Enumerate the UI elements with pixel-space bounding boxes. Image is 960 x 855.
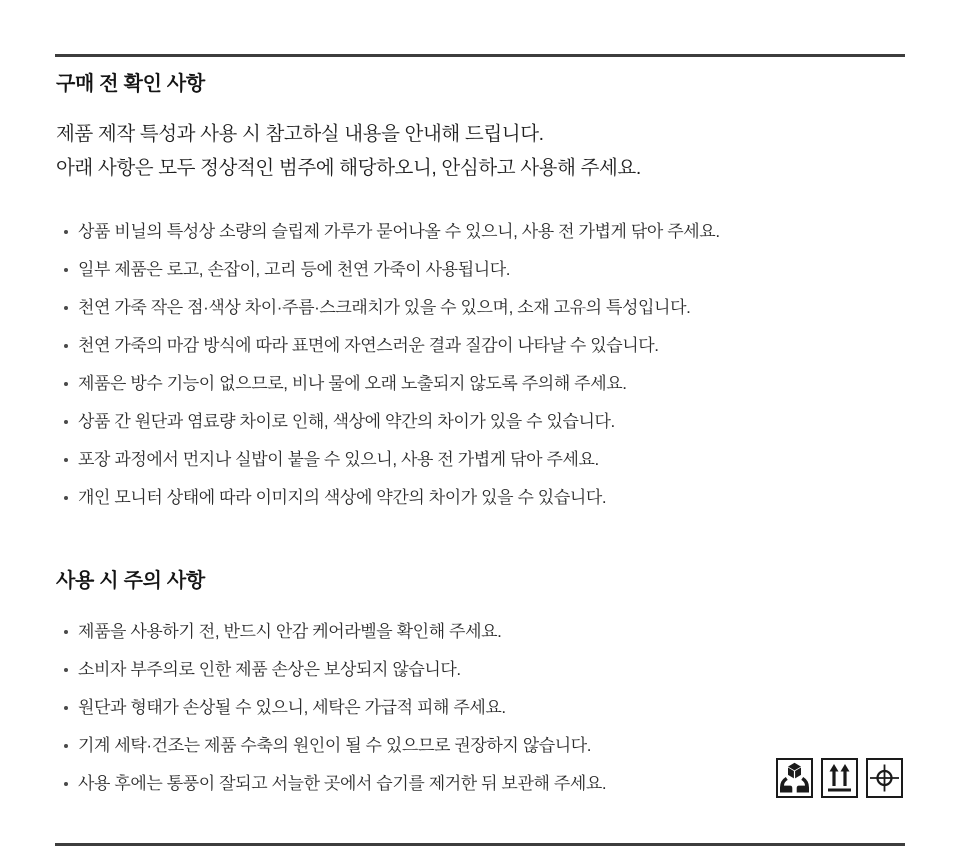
list-item-text: 사용 후에는 통풍이 잘되고 서늘한 곳에서 습기를 제거한 뒤 보관해 주세요. [78,774,607,793]
list-item [56,213,720,251]
list-item [56,365,720,403]
intro-paragraph [56,117,641,185]
list-item-text: 천연 가죽 작은 점·색상 차이·주름·스크래치가 있을 수 있으며, 소재 고유의 특성입니다. [78,298,691,317]
bullet-icon [64,782,68,786]
this-way-up-icon [823,760,856,796]
usage-caution-list [56,613,606,803]
bullet-icon [64,744,68,748]
intro-line: 제품 제작 특성과 사용 시 참고하실 내용을 안내해 드립니다. [56,123,544,145]
bullet-icon [64,420,68,424]
list-item [56,689,606,727]
bullet-icon [64,306,68,310]
list-item-text: 포장 과정에서 먼지나 실밥이 붙을 수 있으니, 사용 전 가볍게 닦아 주세요. [78,450,599,469]
bullet-icon [64,230,68,234]
bottom-divider [55,843,905,846]
handle-with-care-icon [778,760,811,796]
list-item [56,251,720,289]
list-item-text: 원단과 형태가 손상될 수 있으니, 세탁은 가급적 피해 주세요. [78,698,506,717]
before-purchase-list [56,213,720,517]
list-item [56,327,720,365]
list-item-text: 일부 제품은 로고, 손잡이, 고리 등에 천연 가죽이 사용됩니다. [78,260,511,279]
bullet-icon [64,458,68,462]
care-symbols [776,758,903,798]
section-title-usage-caution: 사용 시 주의 사항 [56,570,205,592]
list-item-text: 상품 간 원단과 염료량 차이로 인해, 색상에 약간의 차이가 있을 수 있습니다. [78,412,615,431]
top-divider [55,54,905,57]
list-item [56,613,606,651]
list-item-text: 상품 비닐의 특성상 소량의 슬립제 가루가 묻어나올 수 있으니, 사용 전 가볍게 닦아 주세요. [78,222,720,241]
list-item [56,403,720,441]
list-item [56,727,606,765]
bullet-icon [64,496,68,500]
bullet-icon [64,706,68,710]
bullet-icon [64,344,68,348]
list-item-text: 천연 가죽의 마감 방식에 따라 표면에 자연스러운 결과 질감이 나타날 수 있습니다. [78,336,659,355]
list-item-text: 제품은 방수 기능이 없으므로, 비나 물에 오래 노출되지 않도록 주의해 주세요. [78,374,627,393]
care-symbol-box [866,758,903,798]
list-item [56,441,720,479]
care-symbol-box [776,758,813,798]
intro-line: 아래 사항은 모두 정상적인 범주에 해당하오니, 안심하고 사용해 주세요. [56,157,641,179]
bullet-icon [64,630,68,634]
bullet-icon [64,668,68,672]
care-symbol-box [821,758,858,798]
list-item-text: 제품을 사용하기 전, 반드시 안감 케어라벨을 확인해 주세요. [78,622,502,641]
list-item [56,651,606,689]
bullet-icon [64,268,68,272]
list-item-text: 개인 모니터 상태에 따라 이미지의 색상에 약간의 차이가 있을 수 있습니다. [78,488,607,507]
list-item-text: 소비자 부주의로 인한 제품 손상은 보상되지 않습니다. [78,660,461,679]
center-of-gravity-icon [868,760,901,796]
list-item [56,765,606,803]
section-title-before-purchase: 구매 전 확인 사항 [56,73,205,95]
list-item [56,479,720,517]
list-item-text: 기계 세탁·건조는 제품 수축의 원인이 될 수 있으므로 권장하지 않습니다. [78,736,592,755]
list-item [56,289,720,327]
bullet-icon [64,382,68,386]
